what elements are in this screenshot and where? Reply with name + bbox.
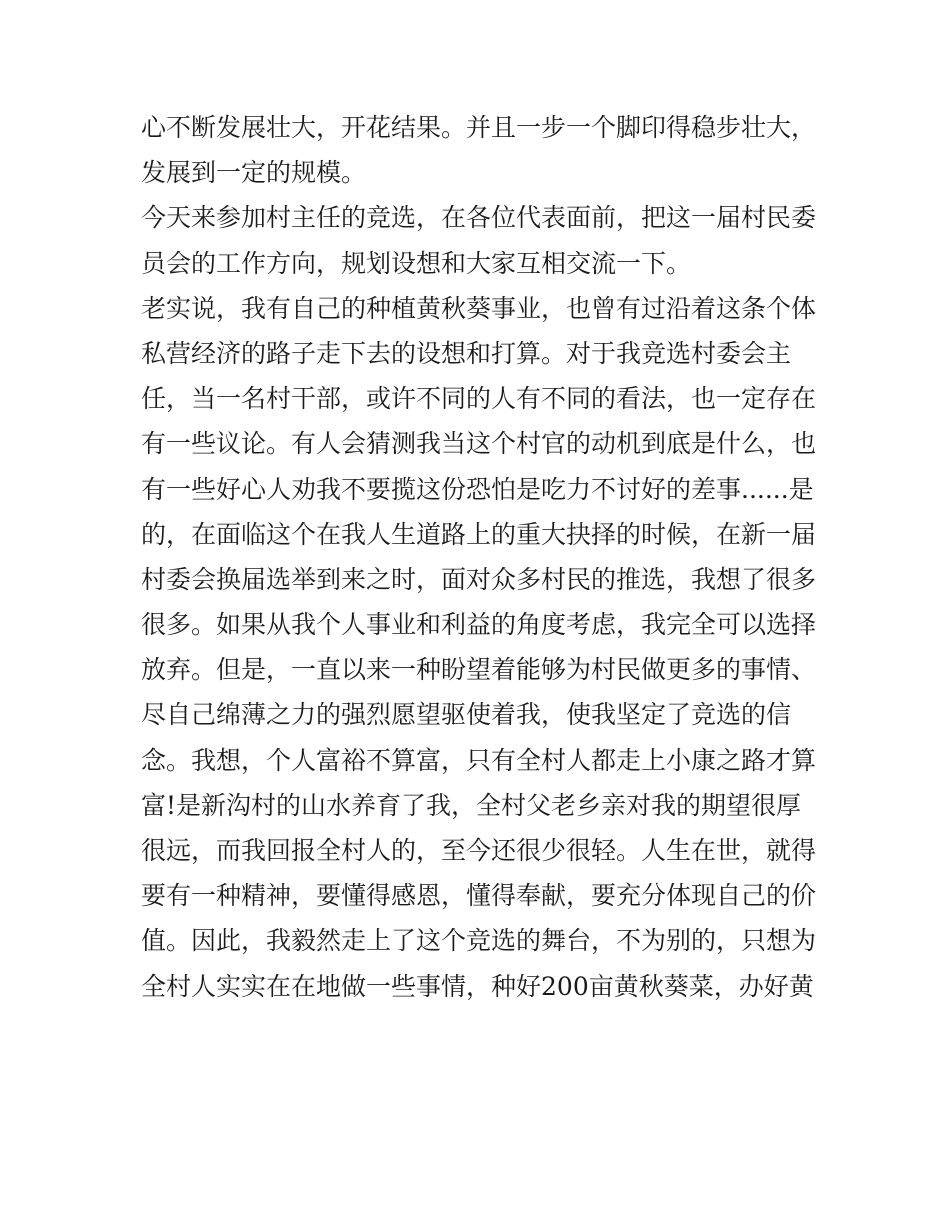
text-line: 念。我想，个人富裕不算富，只有全村人都走上小康之路才算 — [141, 745, 817, 775]
text-line: 心不断发展壮大，开花结果。并且一步一个脚印得稳步壮大， — [141, 113, 817, 142]
text-line: 富!是新沟村的山水养育了我，全村父老乡亲对我的期望很厚 — [141, 790, 802, 820]
text-line: 全村人实实在在地做一些事情，种好200亩黄秋葵菜，办好黄 — [141, 971, 814, 1001]
text-line: 要有一种精神，要懂得感恩，懂得奉献，要充分体现自己的价 — [141, 881, 817, 911]
text-line: 值。因此，我毅然走上了这个竞选的舞台，不为别的，只想为 — [141, 926, 817, 956]
text-line: 员会的工作方向，规划设想和大家互相交流一下。 — [141, 248, 692, 278]
text-line: 发展到一定的规模。 — [141, 158, 367, 188]
text-line: 今天来参加村主任的竞选，在各位代表面前，把这一届村民委 — [141, 203, 817, 233]
text-line: 放弃。但是，一直以来一种盼望着能够为村民做更多的事情、 — [141, 655, 817, 685]
document-body — [141, 105, 821, 1009]
text-line: 私营经济的路子走下去的设想和打算。对于我竞选村委会主 — [141, 338, 792, 368]
text-line: 村委会换届选举到来之时，面对众多村民的推选，我想了很多 — [141, 564, 817, 594]
text-line: 有一些好心人劝我不要揽这份恐怕是吃力不讨好的差事......是 — [141, 474, 814, 504]
text-line: 的，在面临这个在我人生道路上的重大抉择的时候，在新一届 — [141, 519, 817, 549]
text-line: 很远，而我回报全村人的，至今还很少很轻。人生在世，就得 — [141, 836, 817, 865]
text-line: 老实说，我有自己的种植黄秋葵事业，也曾有过沿着这条个体 — [141, 293, 817, 323]
text-line: 有一些议论。有人会猜测我当这个村官的动机到底是什么，也 — [141, 429, 817, 459]
text-line: 很多。如果从我个人事业和利益的角度考虑，我完全可以选择 — [141, 610, 817, 640]
text-line: 尽自己绵薄之力的强烈愿望驱使着我，使我坚定了竞选的信 — [141, 700, 792, 730]
text-line: 任，当一名村干部，或许不同的人有不同的看法，也一定存在 — [141, 384, 817, 414]
